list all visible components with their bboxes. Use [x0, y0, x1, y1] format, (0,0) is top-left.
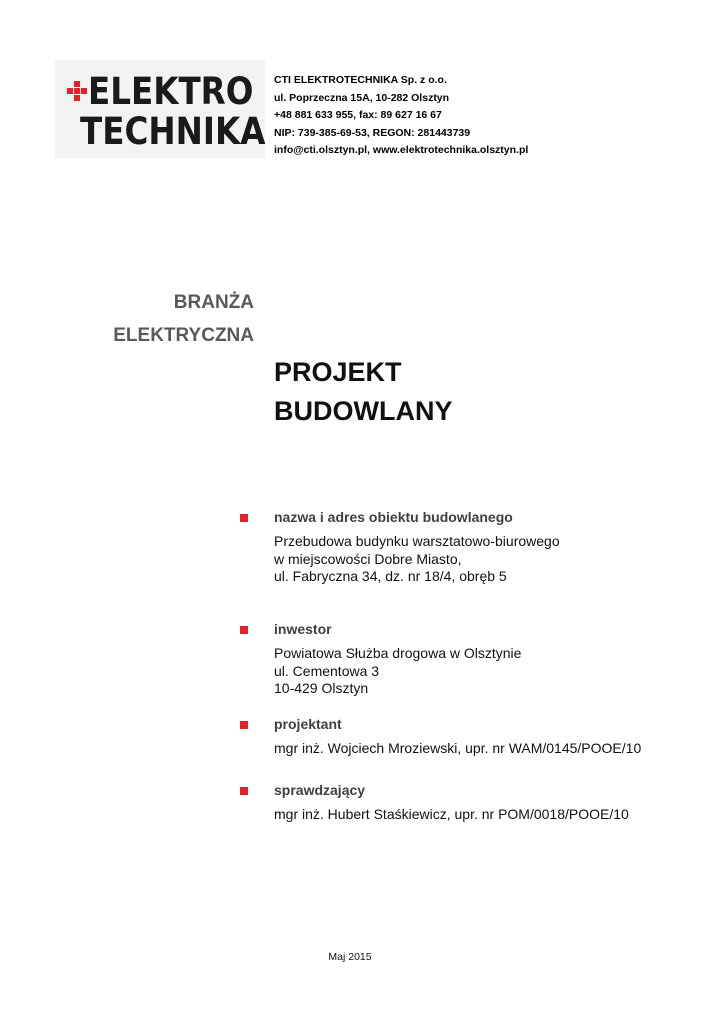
section-body [274, 806, 629, 824]
section-label: inwestor [274, 621, 332, 637]
section-line: mgr inż. Wojciech Mroziewski, upr. nr WAM/0145/POOE/10 [274, 740, 642, 756]
section-label: sprawdzający [274, 782, 366, 798]
red-square-bullet-icon [240, 626, 248, 634]
section-line: ul. Cementowa 3 [274, 662, 380, 679]
section-line: Przebudowa budynku warsztatowo-biurowego [274, 533, 560, 549]
company-contact: info@cti.olsztyn.pl, www.elektrotechnika.olsztyn.pl [274, 144, 529, 156]
company-phone: +48 881 633 955, fax: 89 627 16 67 [274, 109, 442, 121]
red-square-bullet-icon [240, 721, 248, 729]
section-body [274, 740, 641, 758]
document-title [274, 353, 452, 431]
red-cross-icon [67, 81, 87, 101]
branch-line-1: BRANŻA [173, 292, 254, 313]
section-line: mgr inż. Hubert Staśkiewicz, upr. nr POM/0018/POOE/10 [274, 806, 629, 822]
section-line: w miejscowości Dobre Miasto, [274, 550, 462, 567]
document-date: Maj 2015 [328, 951, 372, 963]
red-square-bullet-icon [240, 514, 248, 522]
red-square-bullet-icon [240, 787, 248, 795]
section-line: 10-429 Olsztyn [274, 680, 369, 696]
section-label: nazwa i adres obiektu budowlanego [274, 509, 513, 525]
section-line: Powiatowa Służba drogowa w Olsztynie [274, 645, 522, 661]
section-body [274, 645, 521, 698]
section-line: ul. Fabryczna 34, dz. nr 18/4, obręb 5 [274, 568, 507, 584]
company-ids: NIP: 739-385-69-53, REGON: 281443739 [274, 126, 471, 139]
section-body [274, 533, 560, 586]
company-logo [55, 60, 265, 158]
company-name: CTI ELEKTROTECHNIKA Sp. z o.o. [274, 74, 447, 86]
document-title-line-2: BUDOWLANY [274, 396, 453, 426]
document-title-line-1: PROJEKT [274, 357, 402, 387]
company-info [274, 72, 528, 160]
logo-word-elektro: ELEKTRO [88, 70, 254, 113]
company-address: ul. Poprzeczna 15A, 10-282 Olsztyn [274, 91, 450, 104]
section-label: projektant [274, 716, 342, 732]
logo-word-technika: TECHNIKA [80, 110, 266, 153]
branch-line-2: ELEKTRYCZNA [113, 325, 254, 346]
branch-heading [113, 286, 254, 352]
